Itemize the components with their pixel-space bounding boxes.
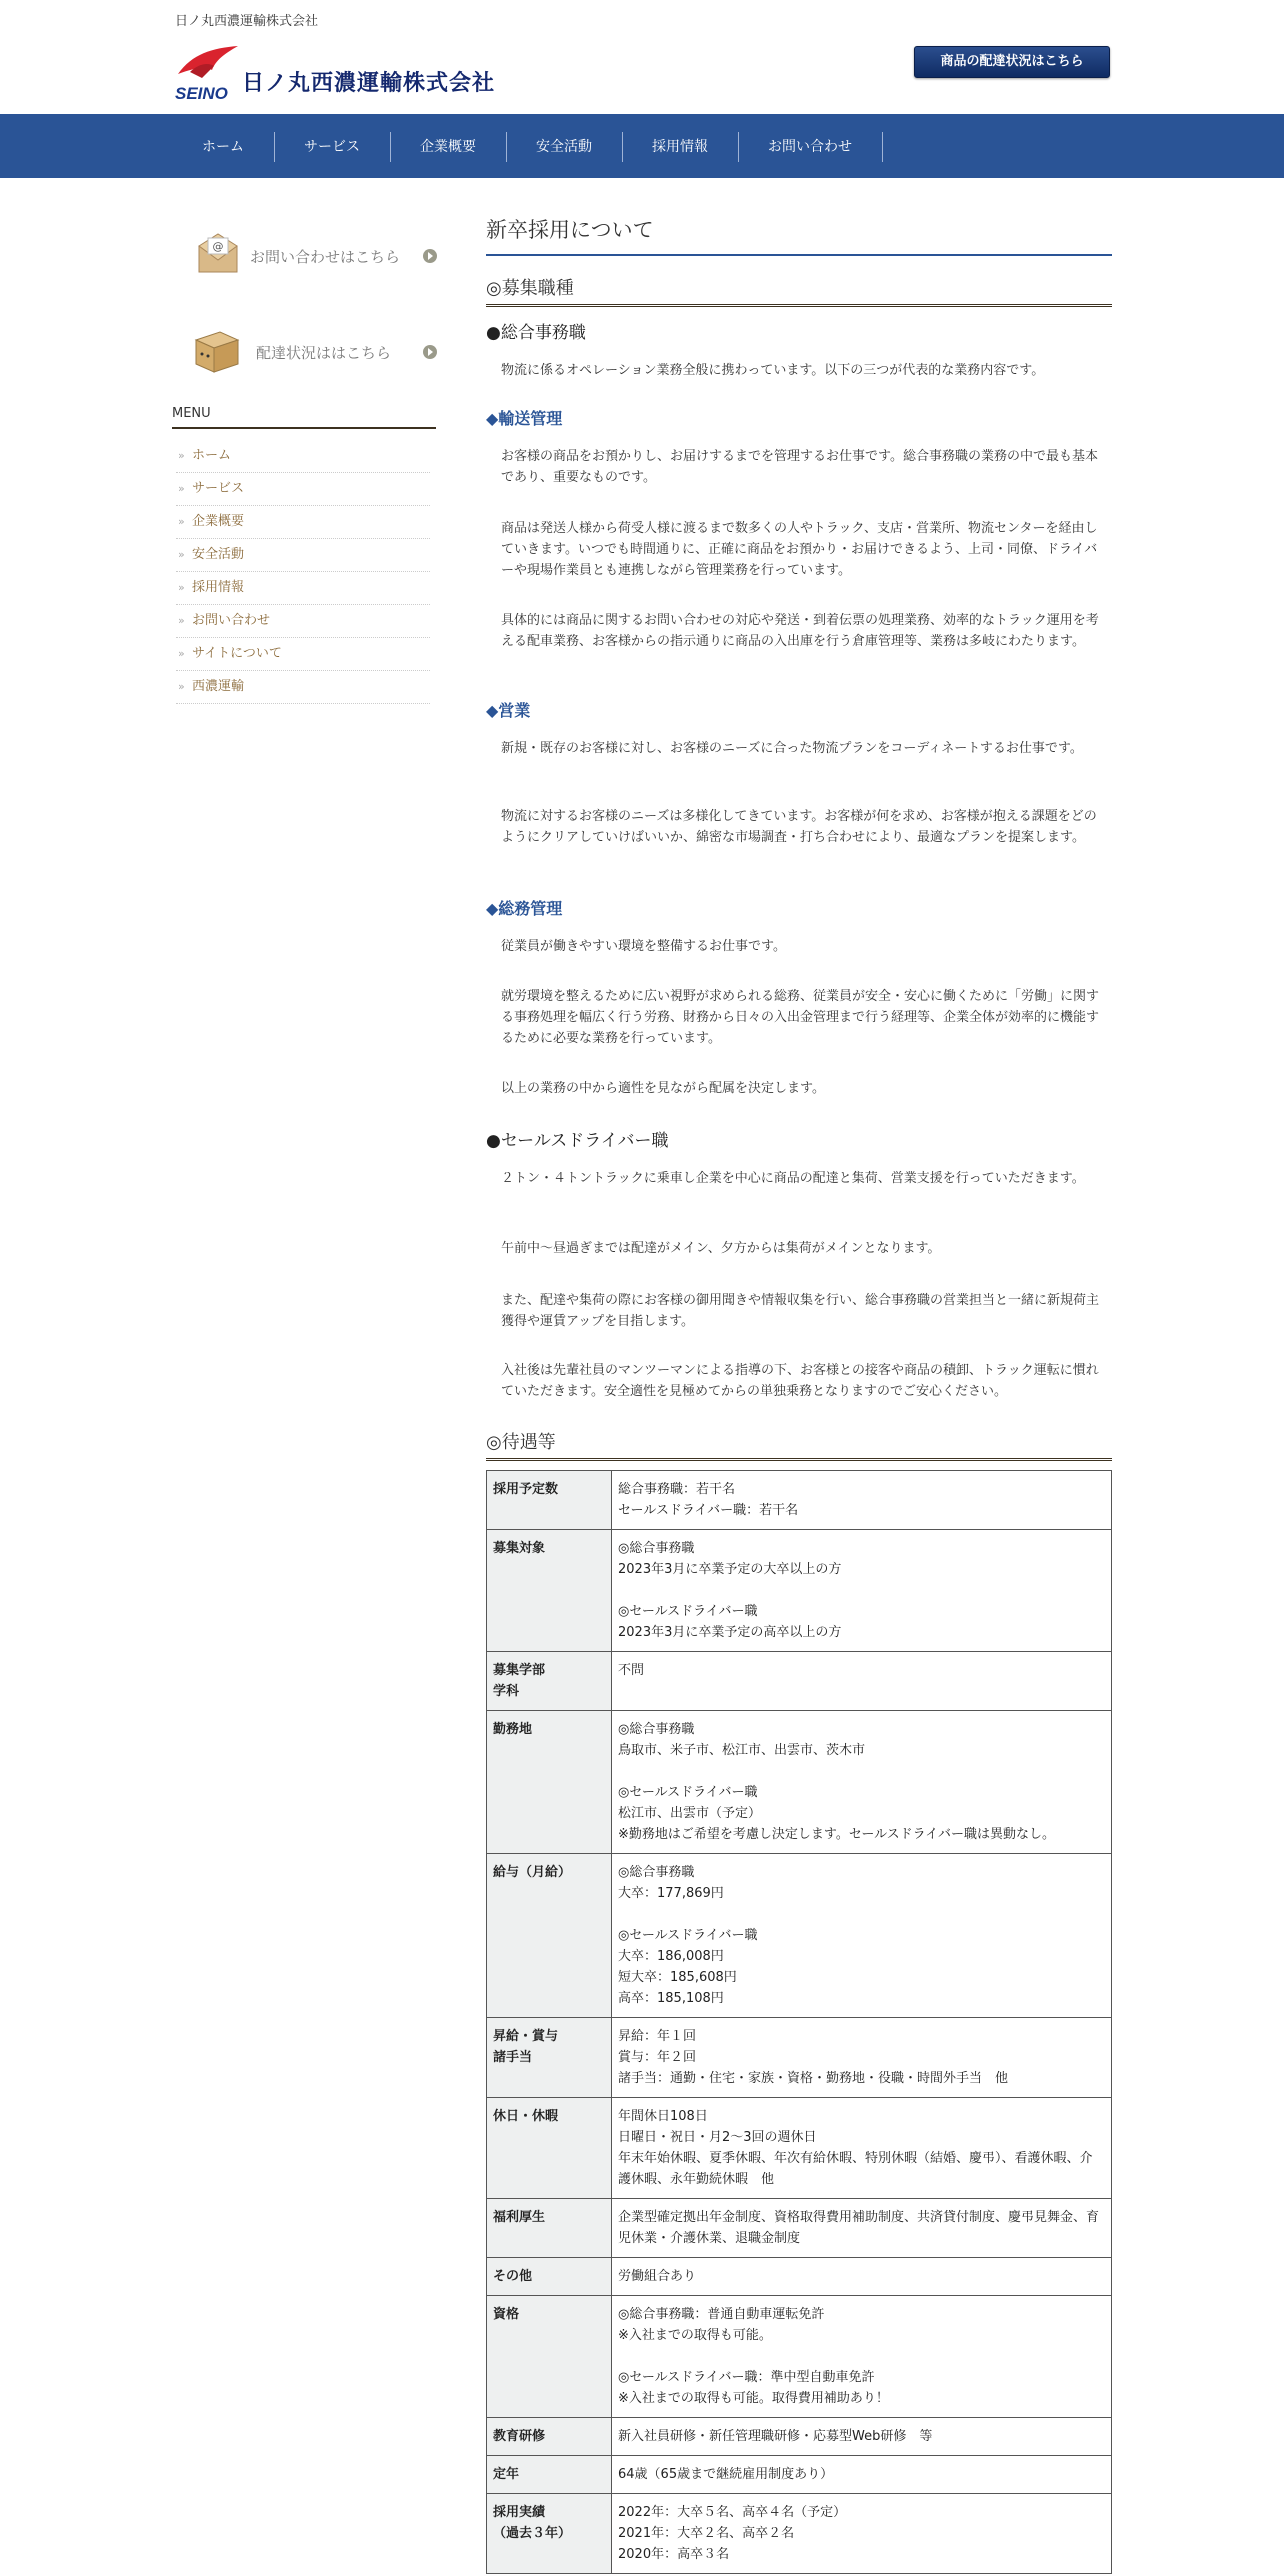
driver-paragraph-4: 入社後は先輩社員のマンツーマンによる指導の下、お客様との接客や商品の積卸、トラック運転に慣れていただきます。安全適性を見極めてからの単独乗務となりますのでご安心ください。 xyxy=(501,1363,1099,1399)
table-row xyxy=(487,2296,1112,2418)
table-row-value xyxy=(612,2018,1112,2098)
nav-services[interactable]: サービス xyxy=(274,132,391,162)
company-name-small: 日ノ丸西濃運輸株式会社 xyxy=(175,14,319,29)
table-row-label xyxy=(487,2199,612,2258)
table-row-value xyxy=(612,2098,1112,2199)
admin-paragraph-3: 以上の業務の中から適性を見ながら配属を決定します。 xyxy=(501,1081,825,1096)
main-nav xyxy=(0,114,1284,178)
admin-paragraph-1: 従業員が働きやすい環境を整備するお仕事です。 xyxy=(501,939,786,954)
table-row-label xyxy=(487,2018,612,2098)
table-row-label xyxy=(487,2418,612,2456)
row-value-line: 2023年3月に卒業予定の大卒以上の方 xyxy=(618,1562,842,1577)
table-row-value xyxy=(612,2296,1112,2418)
transport-paragraph-3: 具体的には商品に関するお問い合わせの対応や発送・到着伝票の処理業務、効率的なトラック運用を考える配車業務、お客様からの指示通りに商品の入出庫を行う倉庫管理等、業務は多岐にわたります。 xyxy=(501,613,1099,649)
contact-banner[interactable] xyxy=(190,228,440,284)
row-value-line: 諸手当：通勤・住宅・家族・資格・勤務地・役職・時間外手当 他 xyxy=(618,2071,1009,2086)
row-label-line: その他 xyxy=(493,2269,533,2284)
table-row-label xyxy=(487,2296,612,2418)
table-row xyxy=(487,2258,1112,2296)
job-title-office: ●総合事務職 xyxy=(486,323,586,343)
sidebar-item-company[interactable]: » 企業概要 xyxy=(176,506,430,539)
row-value-line: 2020年：高卒３名 xyxy=(618,2547,730,2562)
logo-company-name: 日ノ丸西濃運輸株式会社 xyxy=(242,71,496,96)
row-label-line: 休日・休暇 xyxy=(493,2109,559,2124)
logo-mark-text: SEINO xyxy=(175,84,228,103)
row-value-line: ◎総合事務職 xyxy=(618,1722,695,1737)
table-row-label xyxy=(487,1471,612,1530)
row-value-line: ◎総合事務職 xyxy=(618,1865,695,1880)
row-label-line: 昇給・賞与 xyxy=(493,2029,559,2044)
row-value-line: 企業型確定拠出年金制度、資格取得費用補助制度、共済貸付制度、慶弔見舞金、育児休業・介護休業、退職金制度 xyxy=(618,2210,1100,2246)
row-value-line: ◎セールスドライバー職 xyxy=(618,1785,758,1800)
svg-text:@: @ xyxy=(212,240,224,253)
row-value-line xyxy=(618,1904,1105,1925)
nav-home[interactable]: ホーム xyxy=(172,132,275,162)
table-row-label xyxy=(487,1652,612,1711)
table-row-label xyxy=(487,1854,612,2018)
table-row xyxy=(487,1471,1112,1530)
table-row xyxy=(487,2199,1112,2258)
driver-paragraph-3: また、配達や集荷の際にお客様の御用聞きや情報収集を行い、総合事務職の営業担当と一緒に新規荷主獲得や運賃アップを目指します。 xyxy=(501,1293,1100,1329)
row-value-line: ◎セールスドライバー職 xyxy=(618,1928,758,1943)
sidebar-item-seino[interactable]: » 西濃運輸 xyxy=(176,671,430,704)
table-row-label xyxy=(487,2098,612,2199)
job-office-intro: 物流に係るオペレーション業務全般に携わっています。以下の三つが代表的な業務内容です。 xyxy=(501,363,1045,378)
cardboard-box-icon xyxy=(192,328,242,374)
table-row xyxy=(487,2418,1112,2456)
table-row-label xyxy=(487,2258,612,2296)
sales-paragraph-2: 物流に対するお客様のニーズは多様化してきています。お客様が何を求め、お客様が抱える課題をどのようにクリアしていけばいいか、綿密な市場調査・打ち合わせにより、最適なプランを提案します。 xyxy=(501,809,1097,845)
delivery-banner-label: 配達状況ははこちら xyxy=(256,344,392,362)
row-value-line: 2021年：大卒２名、高卒２名 xyxy=(618,2526,795,2541)
sidebar-item-contact[interactable]: » お問い合わせ xyxy=(176,605,430,638)
row-value-line: ◎総合事務職 xyxy=(618,1541,695,1556)
heading-admin: ◆総務管理 xyxy=(486,899,563,918)
table-row xyxy=(487,2456,1112,2494)
company-logo[interactable] xyxy=(172,44,532,108)
nav-company[interactable]: 企業概要 xyxy=(390,132,507,162)
sidebar-menu xyxy=(176,440,430,704)
table-row-value xyxy=(612,1530,1112,1652)
row-label-line: 募集対象 xyxy=(493,1541,546,1556)
row-value-line: 高卒：185,108円 xyxy=(618,1991,724,2006)
row-value-line: 2023年3月に卒業予定の高卒以上の方 xyxy=(618,1625,842,1640)
table-row-value xyxy=(612,2199,1112,2258)
recruitment-conditions-table xyxy=(486,1470,1112,2574)
table-row-value xyxy=(612,2258,1112,2296)
table-row-value xyxy=(612,1854,1112,2018)
row-value-line: ※勤務地はご希望を考慮し決定します。セールスドライバー職は異動なし。 xyxy=(618,1827,1056,1842)
table-row xyxy=(487,1711,1112,1854)
row-value-line: 短大卒：185,608円 xyxy=(618,1970,737,1985)
row-value-line: 松江市、出雲市（予定） xyxy=(618,1806,762,1821)
row-label-line: 資格 xyxy=(493,2307,520,2322)
row-value-line: セールスドライバー職：若干名 xyxy=(618,1503,799,1518)
table-row-value xyxy=(612,2494,1112,2574)
heading-sales: ◆営業 xyxy=(486,701,531,720)
row-label-line: （過去３年） xyxy=(493,2526,572,2541)
row-value-line xyxy=(618,1761,1105,1782)
table-row xyxy=(487,2018,1112,2098)
table-row-label xyxy=(487,1711,612,1854)
table-row xyxy=(487,1652,1112,1711)
sidebar-item-about-site[interactable]: » サイトについて xyxy=(176,638,430,671)
transport-paragraph-1: お客様の商品をお預かりし、お届けするまでを管理するお仕事です。総合事務職の業務の中で最も基本であり、重要なものです。 xyxy=(501,449,1098,485)
job-title-driver: ●セールスドライバー職 xyxy=(486,1131,669,1151)
row-label-line: 諸手当 xyxy=(493,2050,533,2065)
row-value-line: 昇給：年１回 xyxy=(618,2029,697,2044)
row-value-line: 新入社員研修・新任管理職研修・応募型Web研修 等 xyxy=(618,2429,933,2444)
row-value-line xyxy=(618,2346,1105,2367)
table-row-label xyxy=(487,2456,612,2494)
row-label-line: 学科 xyxy=(493,1684,520,1699)
row-label-line: 福利厚生 xyxy=(493,2210,546,2225)
row-value-line: 鳥取市、米子市、松江市、出雲市、茨木市 xyxy=(618,1743,866,1758)
row-value-line: 労働組合あり xyxy=(618,2269,697,2284)
row-value-line: 日曜日・祝日・月2～3回の週休日 xyxy=(618,2130,817,2145)
mail-envelope-icon xyxy=(196,232,240,276)
heading-transport: ◆輸送管理 xyxy=(486,409,563,428)
table-row xyxy=(487,2494,1112,2574)
row-label-line: 定年 xyxy=(493,2467,520,2482)
row-value-line xyxy=(618,1580,1105,1601)
nav-contact[interactable]: お問い合わせ xyxy=(738,132,883,162)
table-row-value xyxy=(612,1652,1112,1711)
row-value-line: ◎セールスドライバー職 xyxy=(618,1604,758,1619)
recruit-section-title: ◎募集職種 xyxy=(486,274,1112,307)
row-label-line: 教育研修 xyxy=(493,2429,546,2444)
table-row-value xyxy=(612,1471,1112,1530)
row-value-line: 賞与：年２回 xyxy=(618,2050,697,2065)
delivery-status-button[interactable]: 商品の配達状況はこちら xyxy=(914,46,1110,78)
nav-recruit[interactable]: 採用情報 xyxy=(622,132,739,162)
sidebar-item-services[interactable]: » サービス xyxy=(176,473,430,506)
sidebar-item-recruit[interactable]: » 採用情報 xyxy=(176,572,430,605)
row-value-line: 大卒：186,008円 xyxy=(618,1949,724,1964)
table-row-value xyxy=(612,2418,1112,2456)
sidebar-item-safety[interactable]: » 安全活動 xyxy=(176,539,430,572)
driver-paragraph-1: ２トン・４トントラックに乗車し企業を中心に商品の配達と集荷、営業支援を行っていただきます。 xyxy=(501,1171,1085,1186)
sidebar-item-home[interactable]: » ホーム xyxy=(176,440,430,473)
page-title: 新卒採用について xyxy=(486,214,1112,256)
row-value-line: 年末年始休暇、夏季休暇、年次有給休暇、特別休暇（結婚、慶弔）、看護休暇、介護休暇、永年勤続休暇 他 xyxy=(618,2151,1093,2187)
table-row xyxy=(487,2098,1112,2199)
row-value-line: ※入社までの取得も可能。取得費用補助あり！ xyxy=(618,2391,889,2406)
row-label-line: 採用実績 xyxy=(493,2505,546,2520)
treatment-section-title: ◎待遇等 xyxy=(486,1428,1112,1461)
transport-paragraph-2: 商品は発送人様から荷受人様に渡るまで数多くの人やトラック、支店・営業所、物流センターを経由していきます。いつでも時間通りに、正確に商品をお預かり・お届けできるよう、上司・同僚、ドライバーや現場作業員とも連携しながら管理業務を行っています。 xyxy=(501,521,1098,578)
table-row xyxy=(487,1530,1112,1652)
row-value-line: 64歳（65歳まで継続雇用制度あり） xyxy=(618,2467,834,2482)
contact-banner-label: お問い合わせはこちら xyxy=(250,248,401,266)
admin-paragraph-2: 就労環境を整えるために広い視野が求められる総務、従業員が安全・安心に働くために「労働」に関する事務処理を幅広く行う労務、財務から日々の入出金管理まで行う経理等、企業全体が効率的に機能するために必要な業務を行っています。 xyxy=(501,989,1100,1046)
row-label-line: 採用予定数 xyxy=(493,1482,559,1497)
sidebar-menu-title: MENU xyxy=(172,406,436,429)
row-value-line: ◎総合事務職：普通自動車運転免許 xyxy=(618,2307,825,2322)
row-value-line: ※入社までの取得も可能。 xyxy=(618,2328,772,2343)
table-row-label xyxy=(487,1530,612,1652)
row-value-line: 年間休日108日 xyxy=(618,2109,708,2124)
row-value-line: 総合事務職：若干名 xyxy=(618,1482,736,1497)
driver-paragraph-2: 午前中～昼過ぎまでは配達がメイン、夕方からは集荷がメインとなります。 xyxy=(501,1241,941,1256)
table-row-value xyxy=(612,2456,1112,2494)
row-value-line: 不問 xyxy=(618,1663,645,1678)
nav-safety[interactable]: 安全活動 xyxy=(506,132,623,162)
delivery-banner[interactable] xyxy=(190,324,440,380)
row-label-line: 募集学部 xyxy=(493,1663,546,1678)
chevron-right-icon xyxy=(422,248,438,264)
table-row-label xyxy=(487,2494,612,2574)
row-value-line: 2022年：大卒５名、高卒４名（予定） xyxy=(618,2505,847,2520)
row-label-line: 勤務地 xyxy=(493,1722,533,1737)
table-row-value xyxy=(612,1711,1112,1854)
row-label-line: 給与（月給） xyxy=(493,1865,572,1880)
row-value-line: 大卒：177,869円 xyxy=(618,1886,724,1901)
sales-paragraph-1: 新規・既存のお客様に対し、お客様のニーズに合った物流プランをコーディネートするお仕事です。 xyxy=(501,741,1083,756)
table-row xyxy=(487,1854,1112,2018)
chevron-right-icon xyxy=(422,344,438,360)
row-value-line: ◎セールスドライバー職：準中型自動車免許 xyxy=(618,2370,875,2385)
